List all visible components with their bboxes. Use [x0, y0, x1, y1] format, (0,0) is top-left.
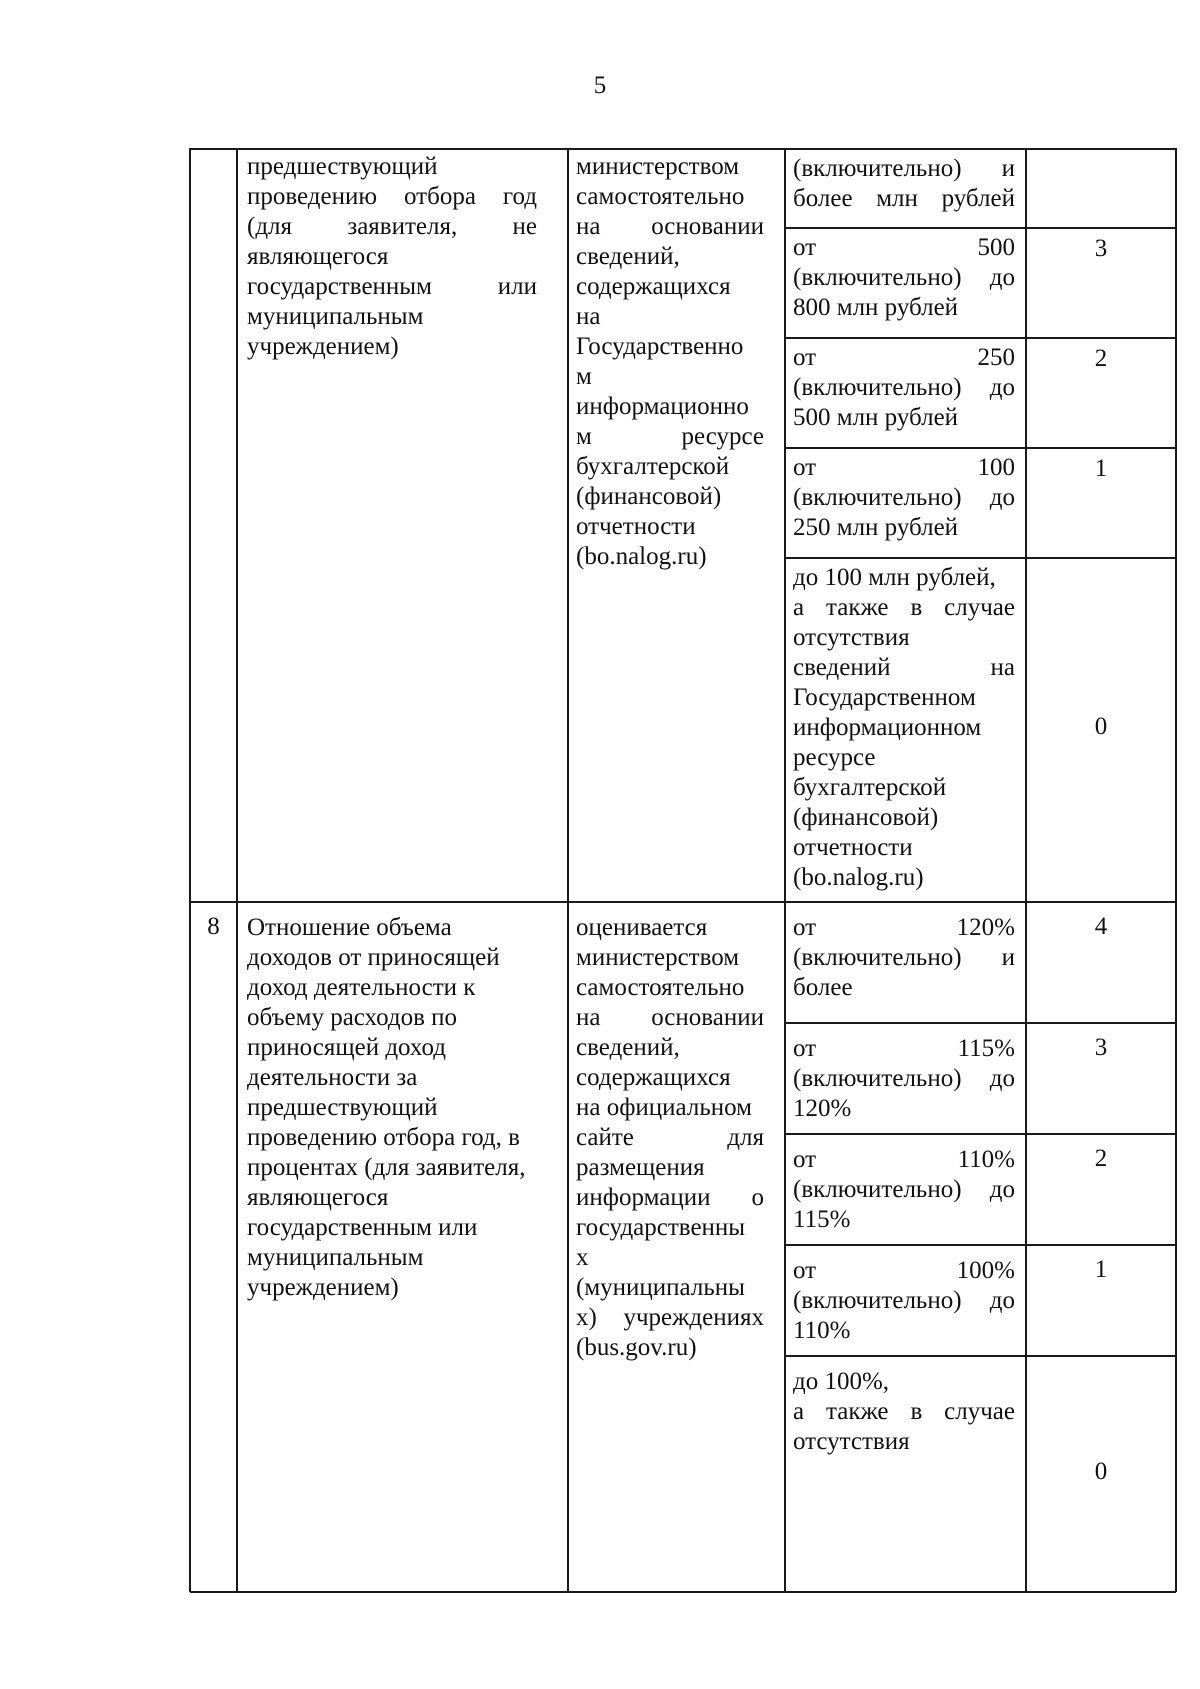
indicator-text-line: муниципальным — [247, 303, 424, 330]
indicator-text-line: являющегося — [247, 1184, 389, 1211]
score-value: 4 — [1094, 913, 1108, 940]
criterion-text-line: более млн рублей — [793, 185, 1015, 212]
method-text-line: министерством — [576, 153, 740, 180]
method-text-line: сведений, — [576, 243, 680, 270]
indicator-text-line: (для заявителя, не — [247, 213, 537, 240]
method-text-line: сведений, — [576, 1034, 680, 1061]
table-vline — [189, 148, 191, 1592]
method-text-line: министерством — [576, 944, 740, 971]
criterion-text-line: (включительно) и — [793, 155, 1015, 182]
table-hline — [190, 901, 1176, 903]
criterion-text-line: от 110% — [793, 1146, 1015, 1173]
table-hline — [785, 1133, 1176, 1135]
criteria-table — [190, 148, 1176, 1592]
method-text-line: м ресурсе — [576, 423, 764, 450]
method-text-line: (bo.nalog.ru) — [576, 543, 707, 570]
indicator-text-line: являющегося — [247, 243, 389, 270]
criterion-text-line: отсутствия — [793, 624, 910, 651]
criterion-text-line: 250 млн рублей — [793, 514, 959, 541]
criterion-text-line: 110% — [793, 1317, 851, 1344]
indicator-text-line: государственным или — [247, 273, 537, 300]
criterion-text-line: от 100 — [793, 454, 1015, 481]
method-text-line: бухгалтерской — [576, 453, 730, 480]
criterion-text-line: отсутствия — [793, 1428, 910, 1455]
indicator-text-line: государственным или — [247, 1214, 478, 1241]
indicator-text-line: приносящей доход — [247, 1034, 446, 1061]
method-text-line: на официальном — [576, 1094, 752, 1121]
row-number: 8 — [207, 913, 220, 940]
score-value: 1 — [1094, 455, 1108, 482]
criterion-text-line: от 500 — [793, 234, 1015, 261]
criterion-text-line: (включительно) до — [793, 1065, 1015, 1092]
criterion-text-line: бухгалтерской — [793, 774, 947, 801]
method-text-line: отчетности — [576, 513, 696, 540]
criterion-text-line: (включительно) и — [793, 944, 1015, 971]
method-text-line: (bus.gov.ru) — [576, 1334, 697, 1361]
method-text-line: (финансовой) — [576, 483, 722, 510]
method-text-line: информации о — [576, 1184, 764, 1211]
score-value: 0 — [1094, 713, 1108, 740]
table-hline — [785, 1022, 1176, 1024]
indicator-text-line: объему расходов по — [247, 1004, 458, 1031]
method-text-line: х) учреждениях — [576, 1304, 764, 1331]
criterion-text-line: а также в случае — [793, 594, 1015, 621]
score-value: 0 — [1094, 1457, 1108, 1485]
indicator-text-line: проведению отбора год — [247, 183, 537, 210]
criterion-text-line: информационном — [793, 714, 982, 741]
score-value: 2 — [1094, 345, 1108, 372]
method-text-line: Государственно — [576, 333, 744, 360]
criterion-text-line: от 250 — [793, 344, 1015, 371]
method-text-line: содержащихся — [576, 273, 731, 300]
method-text-line: государственны — [576, 1214, 746, 1241]
method-text-line: на — [576, 303, 601, 330]
indicator-text-line: доходов от приносящей — [247, 944, 500, 971]
method-text-line: на основании — [576, 1004, 764, 1031]
score-value: 3 — [1094, 1034, 1108, 1061]
indicator-text-line: муниципальным — [247, 1244, 424, 1271]
criterion-text-line: отчетности — [793, 834, 913, 861]
page-number: 5 — [593, 72, 607, 99]
criterion-text-line: 120% — [793, 1095, 852, 1122]
criterion-text-line: 500 млн рублей — [793, 404, 959, 431]
indicator-text-line: доход деятельности к — [247, 974, 476, 1001]
criterion-text-line: 115% — [793, 1206, 851, 1233]
criterion-text-line: (финансовой) — [793, 804, 939, 831]
method-text-line: оценивается — [576, 914, 708, 941]
criterion-text-line: (bo.nalog.ru) — [793, 864, 924, 891]
method-text-line: самостоятельно — [576, 974, 745, 1001]
indicator-text-line: Отношение объема — [247, 914, 452, 941]
criterion-text-line: более — [793, 974, 853, 1001]
criterion-text-line: (включительно) до — [793, 1287, 1015, 1314]
table-hline — [785, 227, 1176, 229]
method-text-line: м — [576, 363, 592, 390]
criterion-text-line: от 120% — [793, 914, 1015, 941]
table-hline — [785, 337, 1176, 339]
method-text-line: информационно — [576, 393, 749, 420]
criterion-text-line: до 100 млн рублей, — [793, 564, 996, 591]
table-hline — [190, 1591, 1176, 1593]
method-text-line: размещения — [576, 1154, 705, 1181]
score-value: 3 — [1094, 235, 1108, 262]
criterion-text-line: (включительно) до — [793, 484, 1015, 511]
indicator-text-line: учреждением) — [247, 1274, 399, 1301]
method-text-line: сайте для — [576, 1124, 764, 1151]
indicator-text-line: предшествующий — [247, 1094, 438, 1121]
table-hline — [785, 1355, 1176, 1357]
method-text-line: (муниципальны — [576, 1274, 745, 1301]
indicator-text-line: проведению отбора год, в — [247, 1124, 520, 1151]
criterion-text-line: (включительно) до — [793, 264, 1015, 291]
criterion-text-line: до 100%, — [793, 1368, 890, 1395]
table-hline — [785, 1244, 1176, 1246]
criterion-text-line: а также в случае — [793, 1398, 1015, 1425]
method-text-line: самостоятельно — [576, 183, 745, 210]
indicator-text-line: процентах (для заявителя, — [247, 1154, 526, 1181]
criterion-text-line: от 100% — [793, 1257, 1015, 1284]
score-value: 1 — [1094, 1256, 1108, 1283]
criterion-text-line: Государственном — [793, 684, 976, 711]
method-text-line: х — [576, 1244, 589, 1271]
criterion-text-line: от 115% — [793, 1035, 1015, 1062]
method-text-line: содержащихся — [576, 1064, 731, 1091]
indicator-text-line: деятельности за — [247, 1064, 418, 1091]
criterion-text-line: ресурсе — [793, 744, 876, 771]
table-vline — [236, 148, 238, 1592]
table-hline — [785, 447, 1176, 449]
criterion-text-line: (включительно) до — [793, 1176, 1015, 1203]
method-text-line: на основании — [576, 213, 764, 240]
table-vline — [784, 148, 786, 1592]
score-value: 2 — [1094, 1145, 1108, 1172]
table-vline — [567, 148, 569, 1592]
indicator-text-line: предшествующий — [247, 153, 438, 180]
criterion-text-line: сведений на — [793, 654, 1015, 681]
table-hline — [785, 557, 1176, 559]
criterion-text-line: (включительно) до — [793, 374, 1015, 401]
indicator-text-line: учреждением) — [247, 333, 399, 360]
criterion-text-line: 800 млн рублей — [793, 294, 959, 321]
